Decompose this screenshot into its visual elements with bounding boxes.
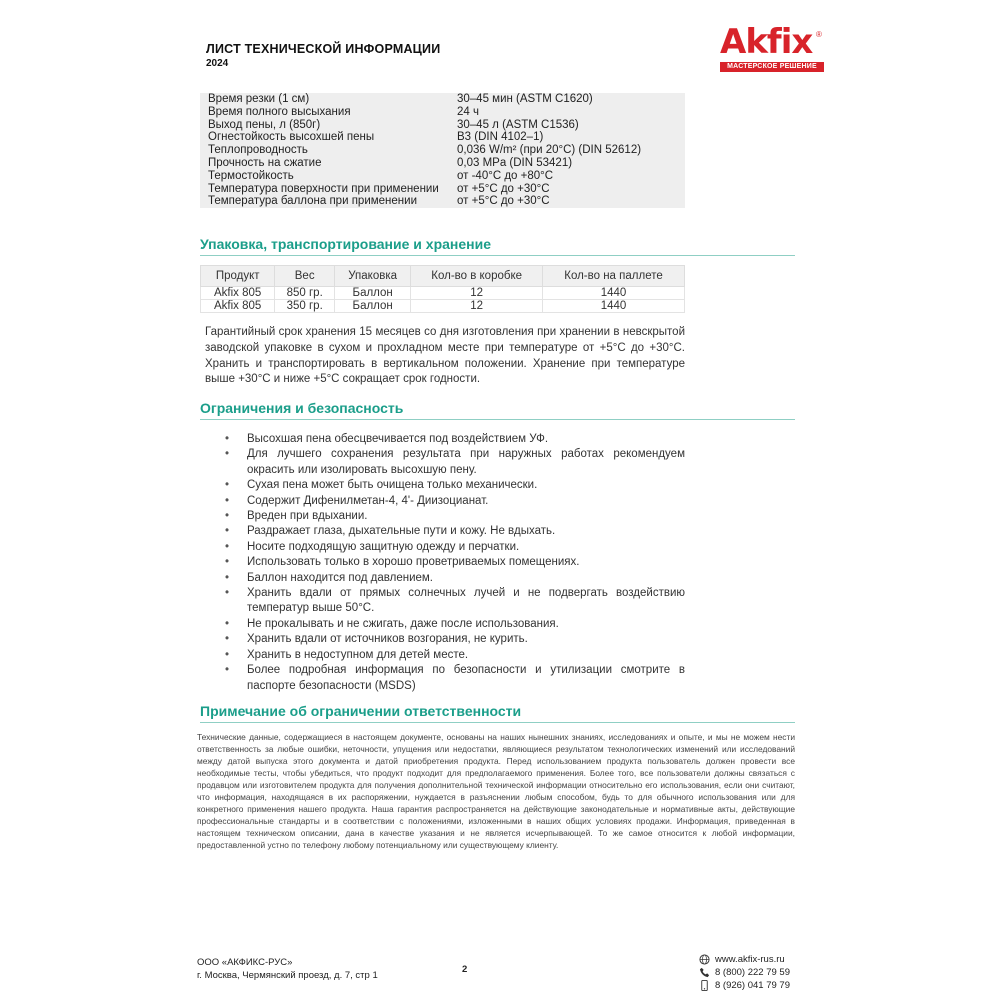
property-row: [200, 183, 685, 196]
table-cell: Akfix 805: [201, 300, 275, 313]
website-row[interactable]: [698, 953, 790, 966]
packaging-column-header: Кол-во в коробке: [411, 266, 543, 287]
property-name: Время полного высыхания: [208, 105, 351, 118]
phone2-link[interactable]: 8 (926) 041 79 79: [715, 980, 791, 991]
property-row: [200, 157, 685, 170]
phone1-link[interactable]: 8 (800) 222 79 59: [715, 967, 791, 978]
list-item: • Сухая пена может быть очищена только механически.: [225, 478, 685, 493]
property-name: Температура баллона при применении: [208, 195, 417, 208]
list-item: • Содержит Дифенилметан-4, 4'- Диизоцианат.: [225, 494, 685, 509]
property-value: от +5°C до +30°C: [457, 195, 550, 208]
table-cell: 850 гр.: [275, 287, 335, 300]
footer-contacts: [698, 953, 790, 992]
list-item: • Хранить вдали от источников возгорания, не курить.: [225, 632, 685, 647]
property-name: Прочность на сжатие: [208, 156, 322, 169]
property-value: от +5°C до +30°C: [457, 182, 550, 195]
packaging-table: [200, 265, 685, 313]
disclaimer-heading-rule: [200, 722, 795, 723]
footer-company: ООО «АКФИКС-РУС»: [197, 957, 293, 968]
table-cell: Баллон: [335, 287, 411, 300]
logo-tagline: МАСТЕРСКОЕ РЕШЕНИЕ: [720, 62, 824, 72]
property-name: Огнестойкость высохшей пены: [208, 131, 375, 144]
property-row: [200, 144, 685, 157]
property-row: [200, 131, 685, 144]
table-cell: Akfix 805: [201, 287, 275, 300]
table-cell: 12: [411, 300, 543, 313]
packaging-column-header: Вес: [275, 266, 335, 287]
list-item: • Баллон находится под давлением.: [225, 571, 685, 586]
akfix-logo: [716, 22, 828, 72]
list-item: • Раздражает глаза, дыхательные пути и кожу. Не вдыхать.: [225, 524, 685, 539]
logo-registered-mark: ®: [816, 30, 822, 39]
phone2-row[interactable]: [698, 979, 790, 992]
safety-heading: Ограничения и безопасность: [200, 400, 404, 416]
list-item: • Вреден при вдыхании.: [225, 509, 685, 524]
property-row: [200, 119, 685, 132]
safety-heading-rule: [200, 419, 795, 420]
safety-list: [225, 432, 685, 694]
property-value: 30–45 мин (ASTM C1620): [457, 93, 593, 105]
list-item: • Хранить вдали от прямых солнечных лучей и не подвергать воздействию температур выше 50°C.: [225, 586, 685, 617]
table-cell: 350 гр.: [275, 300, 335, 313]
property-value: B3 (DIN 4102–1): [457, 131, 544, 144]
packaging-column-header: Кол-во на паллете: [543, 266, 685, 287]
property-row: [200, 170, 685, 183]
property-row: [200, 106, 685, 119]
packaging-table-header: [201, 266, 685, 287]
phone-icon: [698, 967, 710, 979]
page-number: 2: [462, 964, 468, 975]
table-cell: Баллон: [335, 300, 411, 313]
property-value: 30–45 л (ASTM C1536): [457, 118, 579, 131]
table-row: [201, 287, 685, 300]
property-row: [200, 93, 685, 106]
property-value: 24 ч: [457, 105, 479, 118]
property-value: 0,036 W/m² (при 20°C) (DIN 52612): [457, 144, 642, 157]
footer-address: г. Москва, Чермянский проезд, д. 7, стр 1: [197, 970, 378, 981]
list-item: • Более подробная информация по безопасности и утилизации смотрите в паспорте безопасности (MSDS): [225, 663, 685, 694]
website-link[interactable]: www.akfix-rus.ru: [715, 954, 785, 965]
table-cell: 1440: [543, 287, 685, 300]
packaging-column-header: Продукт: [201, 266, 275, 287]
list-item: • Для лучшего сохранения результата при наружных работах рекомендуем окрасить или изолировать высохшую пену.: [225, 447, 685, 478]
property-name: Время резки (1 см): [208, 93, 310, 105]
packaging-column-header: Упаковка: [335, 266, 411, 287]
list-item: • Не прокалывать и не сжигать, даже после использования.: [225, 617, 685, 632]
disclaimer-text: Технические данные, содержащиеся в настоящем документе, основаны на наших нынешних знаниях, исследованиях и опыте, и мы не можем нести ответственность за любые ошибки, неточности, упущения или недостатки, являющиеся результатом технологических изменений или исследований между датой выпуска этого документа и датой приобретения продукта. Перед использованием продукта пользователь должен провести все необходимые тесты, чтобы убедиться, что продукт подходит для предполагаемого применения. Более того, все пользователи должны связаться с продавцом или изготовителем продукта для получения дополнительной технической информации относительно его использования, если они считают, что информация, находящаяся в их распоряжении, нуждается в разъяснении любым способом, будь то для обычного использования или для конкретного применения нашего продукта. Наша гарантия распространяется на действующие законодательные и нормативные акты, действующие профессиональные стандарты и в соответствии с положениями, изложенными в наших общих условиях продажи. Информация, приведенная в настоящем техническом описании, дана в качестве указания и не является исчерпывающей. То же самое относится к любой информации, предоставленной устно по телефону любому потенциальному или существующему клиенту.: [197, 732, 795, 850]
property-name: Термостойкость: [208, 169, 294, 182]
table-cell: 1440: [543, 300, 685, 313]
table-row: [201, 300, 685, 313]
document-year: 2024: [206, 58, 229, 69]
storage-text: Гарантийный срок хранения 15 месяцев со дня изготовления при хранении в невскрытой заводской упаковке в сухом и прохладном месте при температуре от +5°C до +30°C. Хранить и транспортировать в вертикальном положении. Хранение при температуре выше +30°C и ниже +5°C сокращает срок годности.: [205, 326, 685, 386]
list-item: • Носите подходящую защитную одежду и перчатки.: [225, 540, 685, 555]
logo-wordmark: Akfix: [720, 22, 813, 62]
packaging-heading-rule: [200, 255, 795, 256]
globe-icon: [698, 954, 710, 966]
property-value: 0,03 MPa (DIN 53421): [457, 156, 573, 169]
properties-table: [200, 93, 685, 208]
packaging-heading: Упаковка, транспортирование и хранение: [200, 236, 492, 252]
document-title: ЛИСТ ТЕХНИЧЕСКОЙ ИНФОРМАЦИИ: [206, 42, 441, 56]
phone1-row[interactable]: [698, 966, 790, 979]
property-row: [200, 195, 685, 208]
property-name: Теплопроводность: [208, 144, 308, 157]
mobile-phone-icon: [698, 980, 710, 992]
packaging-table-body: [201, 287, 685, 313]
list-item: • Использовать только в хорошо проветриваемых помещениях.: [225, 555, 685, 570]
property-name: Температура поверхности при применении: [208, 182, 439, 195]
table-cell: 12: [411, 287, 543, 300]
property-value: от -40°C до +80°C: [457, 169, 554, 182]
property-name: Выход пены, л (850г): [208, 118, 321, 131]
list-item: • Высохшая пена обесцвечивается под воздействием УФ.: [225, 432, 685, 447]
disclaimer-heading: Примечание об ограничении ответственности: [200, 703, 522, 719]
list-item: • Хранить в недоступном для детей месте.: [225, 648, 685, 663]
